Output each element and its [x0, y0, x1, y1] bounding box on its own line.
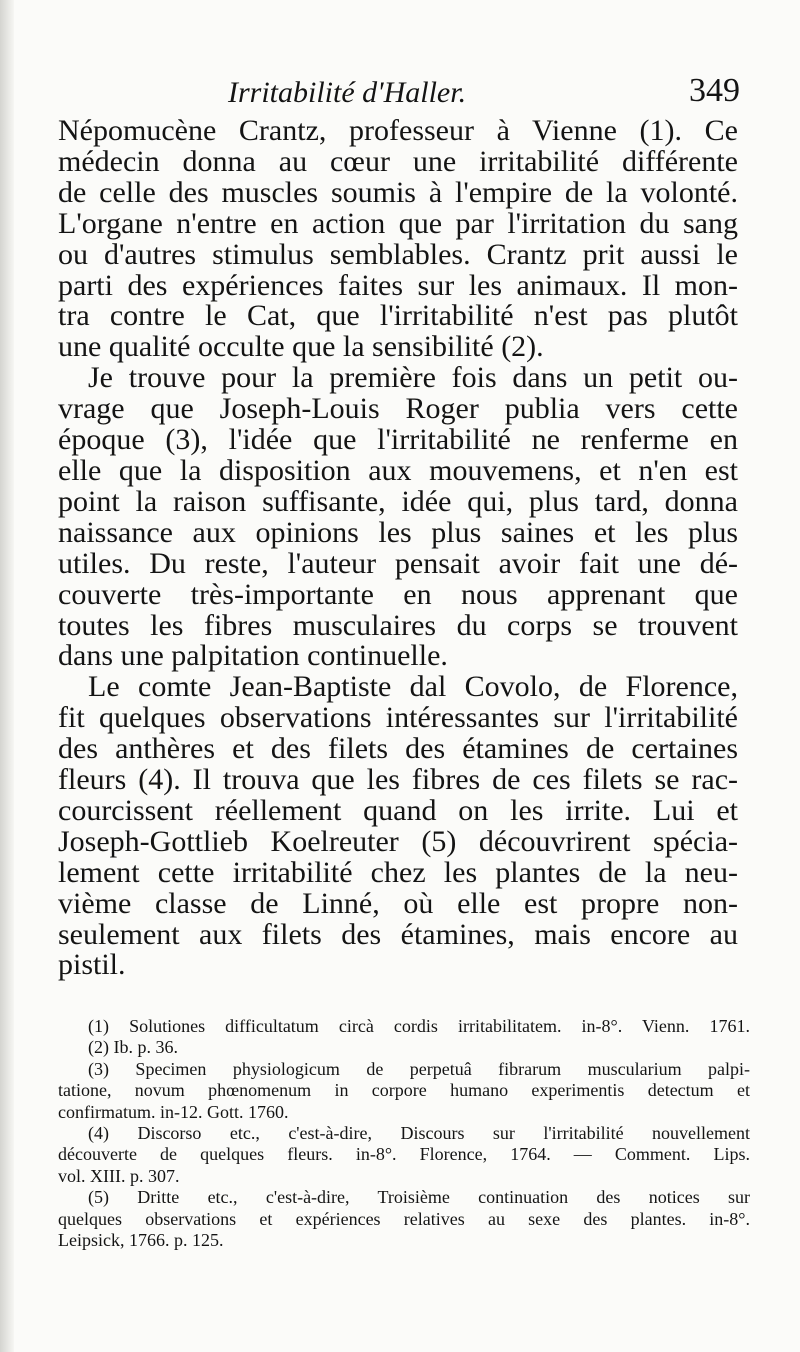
- text-line: fit quelques observations intéressantes sur l'irritabilité: [58, 701, 738, 735]
- text-line: tra contre le Cat, que l'irritabilité n'est pas plutôt: [58, 299, 738, 333]
- text-line: Népomucène Crantz, professeur à Vienne (1). Ce: [58, 114, 738, 147]
- page-header: [58, 72, 740, 116]
- text-line: elle que la disposition aux mouvemens, et n'en est: [58, 453, 738, 487]
- text-line: utiles. Du reste, l'auteur pensait avoir fait une dé-: [58, 546, 738, 580]
- text-line: pistil.: [58, 948, 126, 982]
- footnote-line: (2) Ib. p. 36.: [88, 1037, 178, 1058]
- footnotes: [58, 1016, 750, 1251]
- footnote-line: tatione, novum phœnomenum in corpore humano experimentis detectum et: [58, 1080, 750, 1101]
- footnote-line: (4) Discorso etc., c'est-à-dire, Discours sur l'irritabilité nouvellement: [88, 1123, 750, 1144]
- text-line: seulement aux filets des étamines, mais encore au: [58, 917, 738, 951]
- text-line: Le comte Jean-Baptiste dal Covolo, de Florence,: [88, 670, 738, 704]
- text-line: Je trouve pour la première fois dans un petit ou-: [88, 361, 738, 395]
- text-line: naissance aux opinions les plus saines et les plus: [58, 515, 738, 549]
- footnote-line: (1) Solutiones difficultatum circà cordis irritabilitatem. in-8°. Vienn. 1761.: [88, 1016, 750, 1036]
- text-line: vrage que Joseph-Louis Roger publia vers cette: [58, 392, 738, 426]
- running-head: Irritabilité d'Haller.: [228, 76, 467, 109]
- text-line: fleurs (4). Il trouva que les fibres de ces filets se rac-: [58, 763, 738, 797]
- text-line: vième classe de Linné, où elle est propre non-: [58, 886, 738, 920]
- text-line: ou d'autres stimulus semblables. Crantz prit aussi le: [58, 237, 738, 271]
- text-line: couverte très-importante en nous apprenant que: [58, 577, 738, 611]
- footnote-line: (5) Dritte etc., c'est-à-dire, Troisième continuation des notices sur: [88, 1187, 750, 1208]
- text-line: toutes les fibres musculaires du corps se trouvent: [58, 608, 738, 642]
- footnote-line: vol. XIII. p. 307.: [58, 1165, 180, 1186]
- footnote-line: quelques observations et expériences relatives au sexe des plantes. in-8°.: [58, 1208, 750, 1229]
- text-line: époque (3), l'idée que l'irritabilité ne renferme en: [58, 423, 738, 457]
- text-line: des anthères et des filets des étamines de certaines: [58, 732, 738, 766]
- text-line: parti des expériences faites sur les animaux. Il mon-: [58, 268, 738, 302]
- text-line: courcissent réellement quand on les irrite. Lui et: [58, 793, 738, 827]
- text-line: médecin donna au cœur une irritabilité différente: [58, 144, 738, 178]
- text-line: dans une palpitation continuelle.: [58, 639, 448, 673]
- footnote-line: confirmatum. in-12. Gott. 1760.: [58, 1101, 289, 1122]
- text-line: L'organe n'entre en action que par l'irritation du sang: [58, 206, 738, 240]
- footnote-line: découverte de quelques fleurs. in-8°. Florence, 1764. — Comment. Lips.: [58, 1144, 750, 1165]
- text-line: point la raison suffisante, idée qui, plus tard, donna: [58, 484, 738, 518]
- page-gutter-shadow: [0, 0, 14, 1352]
- text-line: lement cette irritabilité chez les plantes de la neu-: [58, 855, 738, 889]
- body-text: [58, 116, 738, 981]
- page-number: 349: [689, 72, 740, 109]
- text-line: Joseph-Gottlieb Koelreuter (5) découvrirent spécia-: [58, 824, 738, 858]
- footnote-line: (3) Specimen physiologicum de perpetuâ fibrarum muscularium palpi-: [88, 1058, 750, 1079]
- text-line: de celle des muscles soumis à l'empire de la volonté.: [58, 175, 738, 209]
- text-line: une qualité occulte que la sensibilité (2).: [58, 330, 544, 364]
- footnote-line: Leipsick, 1766. p. 125.: [58, 1230, 224, 1251]
